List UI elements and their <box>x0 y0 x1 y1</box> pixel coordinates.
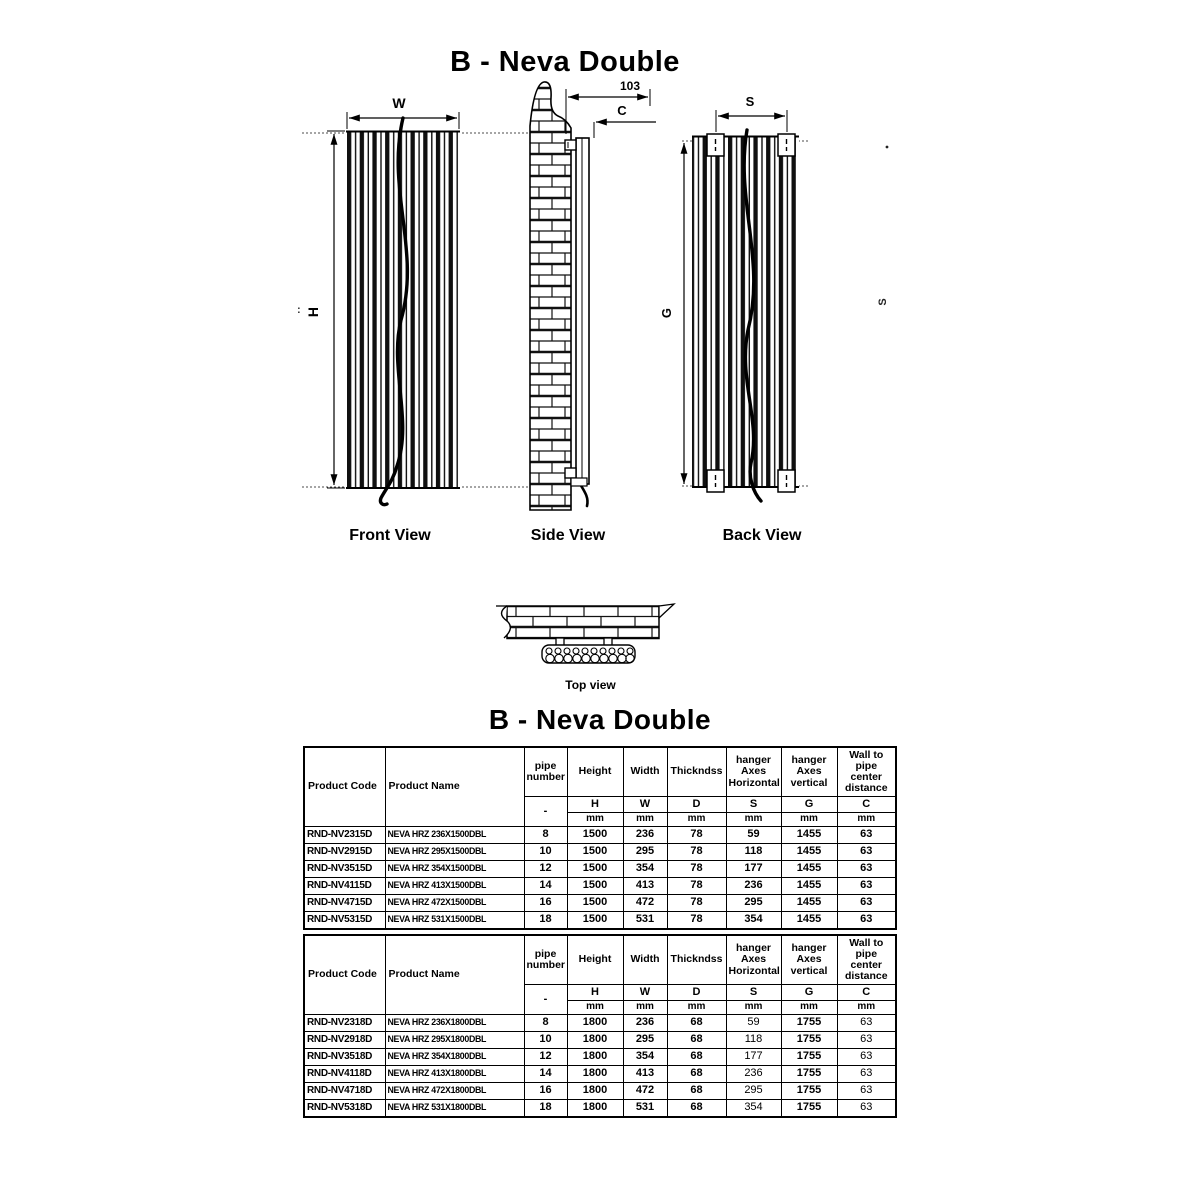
table-cell: 236 <box>623 827 667 844</box>
table-cell: 8 <box>524 1015 567 1032</box>
table-cell: 1500 <box>567 861 623 878</box>
symbol-cell: W <box>623 797 667 813</box>
table-cell: 78 <box>667 861 726 878</box>
wall-section-top <box>507 606 659 639</box>
table-cell: 531 <box>623 1100 667 1118</box>
col-header: Width <box>623 935 667 985</box>
table-row <box>304 1032 896 1049</box>
table-cell: NEVA HRZ 236X1500DBL <box>385 827 524 844</box>
unit-cell: mm <box>567 813 623 827</box>
table-cell: 68 <box>667 1032 726 1049</box>
col-product-code: Product Code <box>304 935 385 1015</box>
table-row <box>304 1083 896 1100</box>
table-cell: 1800 <box>567 1015 623 1032</box>
unit-cell: mm <box>726 1001 781 1015</box>
table-cell: NEVA HRZ 531X1800DBL <box>385 1100 524 1118</box>
edge-artifact-s: S <box>877 298 889 306</box>
table-cell: 1455 <box>781 827 837 844</box>
table-cell: 1755 <box>781 1083 837 1100</box>
table-cell: 1800 <box>567 1083 623 1100</box>
table-cell: 68 <box>667 1083 726 1100</box>
table-cell: 1455 <box>781 912 837 930</box>
tables-title: B - Neva Double <box>488 704 712 735</box>
table-cell: 59 <box>726 1015 781 1032</box>
dim-103-label: 103 <box>619 79 641 93</box>
table-cell: NEVA HRZ 531X1500DBL <box>385 912 524 930</box>
table-cell: 63 <box>837 895 896 912</box>
table-cell: 1755 <box>781 1049 837 1066</box>
dim-s-label: S <box>745 94 755 109</box>
table-cell: 18 <box>524 912 567 930</box>
col-header: Wall to pipe center distance <box>837 747 896 797</box>
unit-cell: mm <box>781 1001 837 1015</box>
table-cell: 1800 <box>567 1100 623 1118</box>
back-view-drawing <box>659 94 889 501</box>
table-cell: 63 <box>837 844 896 861</box>
table-cell: 1755 <box>781 1066 837 1083</box>
table-cell: 68 <box>667 1049 726 1066</box>
table-cell: 68 <box>667 1015 726 1032</box>
table-cell: 18 <box>524 1100 567 1118</box>
unit-cell: mm <box>781 813 837 827</box>
unit-cell: mm <box>837 813 896 827</box>
table-cell: 63 <box>837 1015 896 1032</box>
col-header: hanger Axes vertical <box>781 935 837 985</box>
table-cell: 354 <box>623 1049 667 1066</box>
table-cell: 63 <box>837 1083 896 1100</box>
table-cell: 354 <box>623 861 667 878</box>
table-row <box>304 827 896 844</box>
table-cell: RND-NV3518D <box>304 1049 385 1066</box>
symbol-cell: - <box>524 985 567 1015</box>
table-cell: 531 <box>623 912 667 930</box>
table-cell: 68 <box>667 1066 726 1083</box>
table-cell: 354 <box>726 1100 781 1118</box>
spec-table-1500 <box>303 746 897 930</box>
table-cell: 1800 <box>567 1032 623 1049</box>
table-cell: 118 <box>726 844 781 861</box>
table-cell: NEVA HRZ 472X1500DBL <box>385 895 524 912</box>
table-cell: 8 <box>524 827 567 844</box>
table-cell: 236 <box>726 878 781 895</box>
table-cell: 1755 <box>781 1015 837 1032</box>
page-title: B - Neva Double <box>450 46 680 78</box>
table-cell: NEVA HRZ 236X1800DBL <box>385 1015 524 1032</box>
table-cell: 413 <box>623 1066 667 1083</box>
table-cell: NEVA HRZ 413X1800DBL <box>385 1066 524 1083</box>
table-cell: 14 <box>524 1066 567 1083</box>
table-cell: NEVA HRZ 413X1500DBL <box>385 878 524 895</box>
table-cell: 354 <box>726 912 781 930</box>
table-row <box>304 861 896 878</box>
table-row <box>304 912 896 930</box>
col-header: hanger Axes vertical <box>781 747 837 797</box>
unit-cell: mm <box>623 1001 667 1015</box>
table-cell: 16 <box>524 895 567 912</box>
table-cell: RND-NV2315D <box>304 827 385 844</box>
front-view-drawing <box>297 95 528 505</box>
col-header: hanger Axes Horizontal <box>726 935 781 985</box>
table-cell: 295 <box>623 844 667 861</box>
table-cell: RND-NV2918D <box>304 1032 385 1049</box>
table-cell: 10 <box>524 844 567 861</box>
table-cell: 1500 <box>567 878 623 895</box>
table-cell: 16 <box>524 1083 567 1100</box>
table-cell: NEVA HRZ 295X1500DBL <box>385 844 524 861</box>
unit-cell: mm <box>726 813 781 827</box>
table-row <box>304 1015 896 1032</box>
table-cell: 63 <box>837 861 896 878</box>
table-cell: 78 <box>667 895 726 912</box>
symbol-cell: H <box>567 985 623 1001</box>
table-cell: 1500 <box>567 895 623 912</box>
table-cell: 177 <box>726 1049 781 1066</box>
table-cell: 413 <box>623 878 667 895</box>
table-cell: 1800 <box>567 1049 623 1066</box>
table-cell: 12 <box>524 1049 567 1066</box>
table-cell: 10 <box>524 1032 567 1049</box>
table-cell: 295 <box>623 1032 667 1049</box>
unit-cell: mm <box>667 813 726 827</box>
col-product-name: Product Name <box>385 935 524 1015</box>
symbol-cell: W <box>623 985 667 1001</box>
front-view-label: Front View <box>349 527 431 544</box>
table-cell: 1500 <box>567 827 623 844</box>
table-cell: 63 <box>837 1032 896 1049</box>
table-cell: 63 <box>837 1049 896 1066</box>
table-cell: 63 <box>837 1100 896 1118</box>
table-cell: RND-NV5315D <box>304 912 385 930</box>
col-product-code: Product Code <box>304 747 385 827</box>
table-cell: NEVA HRZ 354X1500DBL <box>385 861 524 878</box>
table-row <box>304 895 896 912</box>
back-view-label: Back View <box>722 527 802 544</box>
symbol-cell: G <box>781 985 837 1001</box>
symbol-cell: S <box>726 985 781 1001</box>
table-cell: NEVA HRZ 472X1800DBL <box>385 1083 524 1100</box>
col-header: Height <box>567 935 623 985</box>
dim-w-label: W <box>392 95 406 111</box>
symbol-cell: D <box>667 797 726 813</box>
table-cell: 1500 <box>567 844 623 861</box>
table-cell: RND-NV4118D <box>304 1066 385 1083</box>
symbol-cell: G <box>781 797 837 813</box>
top-view-label: Top view <box>565 678 616 692</box>
table-cell: 12 <box>524 861 567 878</box>
col-header: Height <box>567 747 623 797</box>
table-cell: 63 <box>837 912 896 930</box>
table-cell: NEVA HRZ 354X1800DBL <box>385 1049 524 1066</box>
table-row <box>304 1066 896 1083</box>
col-header: Width <box>623 747 667 797</box>
table-cell: 14 <box>524 878 567 895</box>
symbol-cell: D <box>667 985 726 1001</box>
col-header: pipe number <box>524 747 567 797</box>
table-cell: 1800 <box>567 1066 623 1083</box>
table-cell: 236 <box>623 1015 667 1032</box>
table-cell: 236 <box>726 1066 781 1083</box>
table-row <box>304 1100 896 1118</box>
symbol-cell: - <box>524 797 567 827</box>
table-cell: 59 <box>726 827 781 844</box>
spec-table-1800 <box>303 934 897 1118</box>
table-cell: 63 <box>837 1066 896 1083</box>
table-cell: NEVA HRZ 295X1800DBL <box>385 1032 524 1049</box>
symbol-cell: C <box>837 797 896 813</box>
table-cell: 78 <box>667 912 726 930</box>
table-cell: 78 <box>667 827 726 844</box>
table-row <box>304 878 896 895</box>
col-header: hanger Axes Horizontal <box>726 747 781 797</box>
table-cell: RND-NV4115D <box>304 878 385 895</box>
table-cell: RND-NV2318D <box>304 1015 385 1032</box>
edge-artifact-dot <box>886 146 889 149</box>
unit-cell: mm <box>837 1001 896 1015</box>
table-cell: 1500 <box>567 912 623 930</box>
dim-h-label: H <box>305 306 321 318</box>
table-cell: RND-NV5318D <box>304 1100 385 1118</box>
symbol-cell: S <box>726 797 781 813</box>
table-cell: 1455 <box>781 861 837 878</box>
table-cell: 177 <box>726 861 781 878</box>
col-header: Thickndss <box>667 747 726 797</box>
table-cell: 63 <box>837 878 896 895</box>
table-row <box>304 1049 896 1066</box>
unit-cell: mm <box>567 1001 623 1015</box>
col-header: pipe number <box>524 935 567 985</box>
table-cell: 118 <box>726 1032 781 1049</box>
table-cell: RND-NV4718D <box>304 1083 385 1100</box>
col-header: Thickndss <box>667 935 726 985</box>
table-cell: RND-NV4715D <box>304 895 385 912</box>
dim-c-label: C <box>617 103 627 118</box>
table-cell: RND-NV2915D <box>304 844 385 861</box>
table-cell: 295 <box>726 1083 781 1100</box>
edge-artifact-colon: : <box>297 304 301 316</box>
table-cell: RND-NV3515D <box>304 861 385 878</box>
unit-cell: mm <box>667 1001 726 1015</box>
dim-g-label: G <box>659 307 674 319</box>
table-cell: 78 <box>667 878 726 895</box>
table-cell: 1755 <box>781 1100 837 1118</box>
table-cell: 1755 <box>781 1032 837 1049</box>
side-view-drawing <box>530 79 656 510</box>
col-header: Wall to pipe center distance <box>837 935 896 985</box>
table-cell: 63 <box>837 827 896 844</box>
unit-cell: mm <box>623 813 667 827</box>
table-cell: 1455 <box>781 844 837 861</box>
table-cell: 472 <box>623 1083 667 1100</box>
table-cell: 68 <box>667 1100 726 1118</box>
table-cell: 472 <box>623 895 667 912</box>
table-row <box>304 844 896 861</box>
table-cell: 78 <box>667 844 726 861</box>
symbol-cell: H <box>567 797 623 813</box>
symbol-cell: C <box>837 985 896 1001</box>
col-product-name: Product Name <box>385 747 524 827</box>
header-row-labels <box>304 935 896 985</box>
table-cell: 295 <box>726 895 781 912</box>
header-row-labels <box>304 747 896 797</box>
top-view-drawing <box>496 604 674 663</box>
side-view-label: Side View <box>530 527 606 544</box>
table-cell: 1455 <box>781 895 837 912</box>
table-cell: 1455 <box>781 878 837 895</box>
